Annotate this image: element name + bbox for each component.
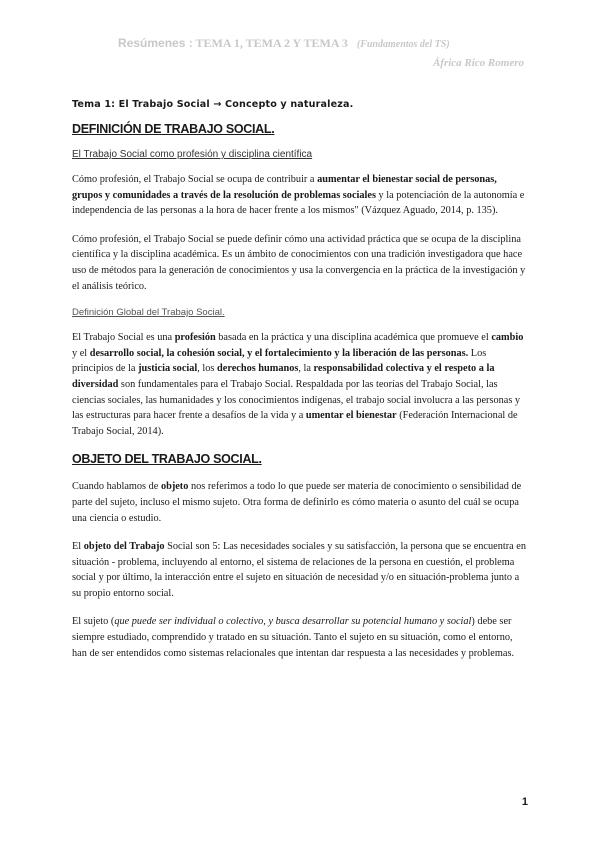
subheading-profesion-disciplina: El Trabajo Social como profesión y disciplina científica bbox=[72, 149, 313, 160]
subheading-definicion-global: Definición Global del Trabajo Social. bbox=[72, 307, 225, 319]
paragraph-objeto-1: Cuando hablamos de objeto nos referimos a todo lo que puede ser materia de conocimiento o sensibilidad de parte del sujeto, incluso el mismo sujeto. Otra forma de definirlo es cómo materia o asunto del cuál se ocupa una ciencia o estudio. bbox=[72, 481, 522, 524]
section-heading-definicion: DEFINICIÓN DE TRABAJO SOCIAL. bbox=[72, 122, 275, 136]
document-body bbox=[72, 99, 528, 674]
page-number: 1 bbox=[521, 796, 528, 808]
running-header bbox=[118, 36, 450, 51]
header-prefix: Resúmenes : bbox=[118, 36, 193, 50]
paragraph-objeto-2: El objeto del Trabajo Social son 5: Las necesidades sociales y su satisfacción, la persona que se encuentra en situación - problema, incluyendo al entorno, el sistema de relaciones de la persona en cuestión, el problema social y por último, la interacción entre el sujeto en situación de necesidad y/o en situación-problema junto a su propio entorno social. bbox=[72, 541, 527, 599]
header-subject: (Fundamentos del TS) bbox=[356, 39, 450, 50]
header-topics: TEMA 1, TEMA 2 Y TEMA 3 bbox=[195, 36, 348, 50]
paragraph-objeto-3: El sujeto (que puede ser individual o colectivo, y busca desarrollar su potencial humano y social) debe ser siempre estudiado, comprendido y tratado en su situación. Tanto el sujeto en su situación, como el entorno, han de ser entendidos como sistemas relacionales que intentan dar respuesta a las necesidades y problemas. bbox=[72, 616, 515, 659]
tema-title: Tema 1: El Trabajo Social → Concepto y naturaleza. bbox=[72, 99, 354, 110]
paragraph-definicion-2: Cómo profesión, el Trabajo Social se puede definir cómo una actividad práctica que se ocupa de la disciplina científica y la disciplina académica. Es un ámbito de conocimientos con una tradición investigadora que hace uso de métodos para la generación de conocimientos y usa la convergencia en la práctica de la investigación y el análisis teórico. bbox=[72, 233, 526, 292]
paragraph-definicion-1: Cómo profesión, el Trabajo Social se ocupa de contribuir a aumentar el bienestar social de personas, grupos y comunidades a través de la resolución de problemas sociales y la potenciación de la autonomía e independencia de las personas a la hora de hacer frente a los mismos" (Vázquez Aguado, 2014, p. 135). bbox=[72, 174, 525, 217]
paragraph-definicion-global: El Trabajo Social es una profesión basada en la práctica y una disciplina académica que promueve el cambio y el desarrollo social, la cohesión social, y el fortalecimiento y la liberación de las personas. Los principios de la justicia social, los derechos humanos, la responsabilidad colectiva y el respeto a la diversidad son fundamentales para el Trabajo Social. Respaldada por las teorías del Trabajo Social, las ciencias sociales, las humanidades y los conocimientos indígenas, el trabajo social involucra a las personas y las estructuras para hacer frente a desafíos de la vida y a umentar el bienestar (Federación Internacional de Trabajo Social, 2014). bbox=[72, 332, 524, 437]
header-author: África Rico Romero bbox=[432, 57, 524, 69]
section-heading-objeto: OBJETO DEL TRABAJO SOCIAL. bbox=[72, 452, 262, 467]
